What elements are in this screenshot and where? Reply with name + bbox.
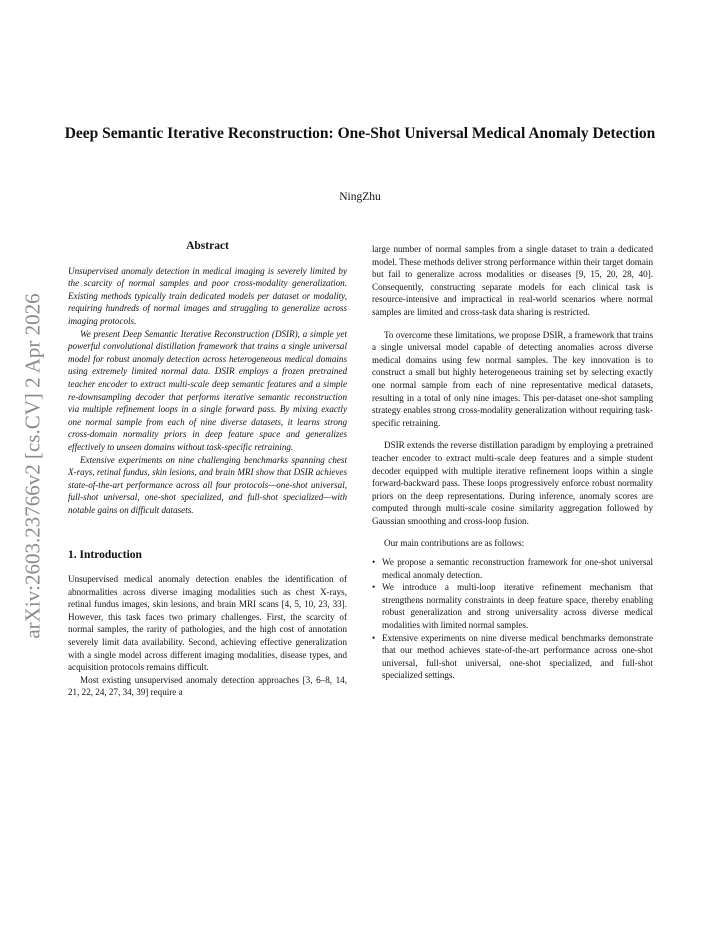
left-column xyxy=(68,240,347,699)
contribution-text: We introduce a multi-loop iterative refinement mechanism that strengthens normality constraints in deep feature space, thereby enabling robust generalization and strong universality across diverse medical modalities with limited normal samples. xyxy=(382,582,653,631)
introduction-section xyxy=(68,549,347,699)
contribution-item xyxy=(372,632,653,682)
abstract-paragraph: Extensive experiments on nine challenging benchmarks spanning chest X-rays, retinal fundus, skin lesions, and brain MRI show that DSIR achieves state-of-the-art performance across all four protocols—one-shot universal, full-shot universal, one-shot specialized, and full-shot specialized—with notable gains on difficult datasets. xyxy=(68,454,347,515)
right-column xyxy=(372,243,653,682)
introduction-heading: 1. Introduction xyxy=(68,549,142,562)
abstract-section xyxy=(68,240,347,516)
bullet-icon: • xyxy=(372,557,376,568)
contribution-text: Extensive experiments on nine diverse medical benchmarks demonstrate that our method achieves state-of-the-art performance across one-shot universal, full-shot universal, one-shot specialized, and full-shot specialized settings. xyxy=(382,632,653,681)
body-paragraph: Most existing unsupervised anomaly detection approaches [3, 6–8, 14, 21, 22, 24, 27, 34, 39] require a xyxy=(68,674,347,698)
author-name: NingZhu xyxy=(339,191,381,203)
body-paragraph: large number of normal samples from a single dataset to train a dedicated model. These methods deliver strong performance within their target domain but fail to generalize across modalities or diseases [9, 15, 20, 28, 40]. Consequently, constructing separate models for each clinical task is resource-intensive and impractical in real-world scenarios where normal samples are limited and cross-task data sharing is restricted. xyxy=(372,244,653,317)
bullet-icon: • xyxy=(372,632,376,643)
contribution-text: We propose a semantic reconstruction framework for one-shot universal medical anomaly detection. xyxy=(382,557,653,580)
contributions-list xyxy=(372,556,653,682)
contribution-item xyxy=(372,581,653,631)
abstract-paragraph: We present Deep Semantic Iterative Reconstruction (DSIR), a simple yet powerful convolutional distillation framework that trains a single universal model for robust anomaly detection across heterogeneous medical domains using extremely limited normal data. DSIR employs a frozen pretrained teacher encoder to extract multi-scale deep semantic features and a simple re-downsampling decoder that performs iterative semantic reconstruction via multiple refinement loops in a single forward pass. By mixing exactly one normal sample from each of nine diverse datasets, it learns strong cross-domain normality priors in deep feature space and generalizes effectively to unseen domains without task-specific retraining. xyxy=(68,328,347,452)
contribution-item xyxy=(372,556,653,581)
arxiv-identifier: arXiv:2603.23766v2 [cs.CV] 2 Apr 2026 xyxy=(20,293,45,639)
abstract-paragraph: Unsupervised anomaly detection in medical imaging is severely limited by the scarcity of normal samples and poor cross-modality generalization. Existing methods typically train dedicated models per dataset or modality, requiring hundreds of normal images and struggling to generalize across imaging protocols. xyxy=(68,265,347,326)
body-paragraph: DSIR extends the reverse distillation paradigm by employing a pretrained teacher encoder to extract multi-scale deep features and a simple student decoder equipped with multiple iterative refinement loops within a single forward-backward pass. These loops progressively enforce robust normality priors on the deep representations. During inference, anomaly scores are computed through multi-scale cosine similarity aggregation followed by Gaussian smoothing and cross-loop fusion. xyxy=(372,440,653,526)
contributions-lead: Our main contributions are as follows: xyxy=(384,538,525,549)
body-paragraph: Unsupervised medical anomaly detection enables the identification of abnormalities across diverse imaging modalities such as chest X-rays, retinal fundus images, skin lesions, and brain MRI scans [4, 5, 10, 23, 33]. However, this task faces two primary challenges. First, the scarcity of normal samples, the rarity of pathologies, and the high cost of annotation severely limit data availability. Second, achieving effective generalization with a single model across different imaging modalities, disease types, and acquisition protocols remains difficult. xyxy=(68,574,347,673)
bullet-icon: • xyxy=(372,582,376,593)
body-paragraph: To overcome these limitations, we propose DSIR, a framework that trains a single universal model capable of detecting anomalies across diverse medical domains using few normal samples. The key innovation is to construct a small but highly heterogeneous training set by selecting exactly one normal sample from each of nine representative medical datasets, resulting in a total of only nine images. This per-dataset one-shot sampling strategy enables strong cross-modality generalization without requiring task-specific retraining. xyxy=(372,329,653,428)
abstract-heading: Abstract xyxy=(186,240,229,252)
paper-title: Deep Semantic Iterative Reconstruction: One-Shot Universal Medical Anomaly Detection xyxy=(64,125,656,142)
